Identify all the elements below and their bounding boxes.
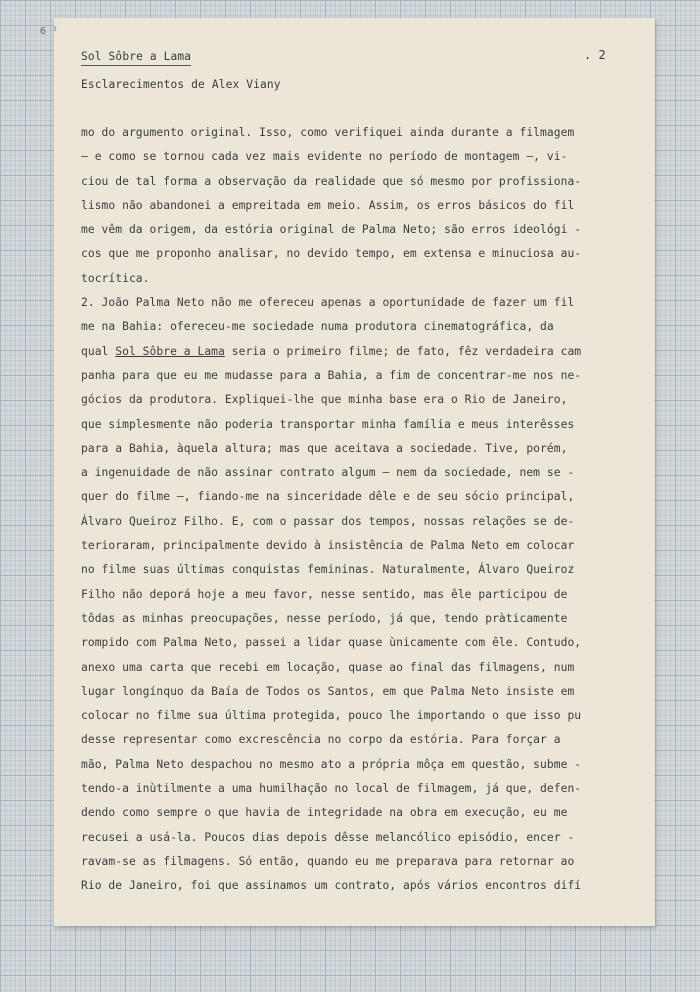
text-segment: — e como se tornou cada vez mais evidente no período de montagem —, vi-: [81, 150, 568, 164]
text-line: [81, 728, 653, 752]
text-line: [81, 558, 653, 582]
text-line: [81, 413, 653, 437]
text-segment: no filme suas últimas conquistas femininas. Naturalmente, Álvaro Queiroz: [81, 563, 575, 577]
text-line: [81, 315, 653, 339]
text-line: [81, 631, 653, 655]
page-corner-mark: 6 ¹: [40, 26, 59, 37]
text-segment: anexo uma carta que recebi em locação, quase ao final das filmagens, num: [81, 660, 575, 674]
text-segment: tocrítica.: [81, 271, 150, 285]
text-line: [81, 388, 653, 412]
text-line: [81, 680, 653, 704]
text-line: [81, 194, 653, 218]
text-line: [81, 170, 653, 194]
page-number: . 2: [584, 48, 606, 62]
text-segment: rompido com Palma Neto, passei a lidar quase ùnicamente com êle. Contudo,: [81, 636, 582, 650]
text-line: [81, 242, 653, 266]
text-line: [81, 826, 653, 850]
text-segment: 2. João Palma Neto não me ofereceu apenas a oportunidade de fazer um fil: [81, 296, 575, 310]
text-line: [81, 801, 653, 825]
text-line: [81, 510, 653, 534]
text-segment: tôdas as minhas preocupações, nesse período, já que, tendo pràticamente: [81, 611, 568, 625]
text-segment: cos que me proponho analisar, no devido tempo, em extensa e minuciosa au-: [81, 247, 582, 261]
text-line: [81, 704, 653, 728]
text-segment: Álvaro Queiroz Filho. E, com o passar dos tempos, nossas relações se de-: [81, 514, 575, 528]
text-line: [81, 121, 653, 145]
text-line: [81, 485, 653, 509]
text-segment: recusei a usá-la. Poucos dias depois dêsse melancólico episódio, encer -: [81, 830, 575, 844]
text-segment: ciou de tal forma a observação da realidade que só mesmo por profissiona-: [81, 174, 582, 188]
text-line: [81, 145, 653, 169]
text-line: [81, 850, 653, 874]
underlined-film-title: Sol Sôbre a Lama: [115, 344, 225, 358]
text-segment: lismo não abandonei a empreitada em meio. Assim, os erros básicos do fil: [81, 198, 575, 212]
text-segment: ravam-se as filmagens. Só então, quando eu me preparava para retornar ao: [81, 854, 575, 868]
text-segment: gócios da produtora. Expliquei-lhe que minha base era o Rio de Janeiro,: [81, 393, 568, 407]
text-segment: a ingenuidade de não assinar contrato algum — nem da sociedade, nem se -: [81, 466, 575, 480]
text-line: [81, 753, 653, 777]
text-line: [81, 437, 653, 461]
text-line: [81, 267, 653, 291]
text-segment: me vêm da origem, da estória original de Palma Neto; são erros ideológi -: [81, 223, 582, 237]
text-segment: mo do argumento original. Isso, como verifiquei ainda durante a filmagem: [81, 126, 575, 139]
typewritten-page: [40, 18, 655, 926]
text-line: [81, 364, 653, 388]
text-line: [81, 656, 653, 680]
text-line: [81, 874, 653, 898]
text-segment: Rio de Janeiro, foi que assinamos um contrato, após vários encontros difí: [81, 879, 582, 893]
text-segment: mão, Palma Neto despachou no mesmo ato a própria môça em questão, subme -: [81, 757, 582, 771]
document-subtitle: Esclarecimentos de Alex Viany: [81, 78, 281, 91]
text-segment: desse representar como excrescência no corpo da estória. Para forçar a: [81, 733, 561, 747]
document-title: Sol Sôbre a Lama: [81, 50, 191, 66]
text-segment: terioraram, principalmente devido à insistência de Palma Neto em colocar: [81, 539, 575, 553]
text-segment: qual: [81, 344, 116, 358]
text-segment: seria o primeiro filme; de fato, fêz verdadeira cam: [224, 344, 582, 358]
text-line: [81, 583, 653, 607]
text-line: [81, 291, 653, 315]
text-segment: colocar no filme sua última protegida, pouco lhe importando o que isso pu: [81, 709, 582, 723]
text-line: [81, 777, 653, 801]
text-line: [81, 461, 653, 485]
text-segment: quer do filme —, fiando-me na sinceridade dêle e de seu sócio principal,: [81, 490, 575, 504]
text-line: [81, 607, 653, 631]
text-segment: Filho não deporá hoje a meu favor, nesse sentido, mas êle participou de: [81, 587, 568, 601]
text-line: [81, 340, 653, 364]
text-segment: que simplesmente não poderia transportar minha família e meus interêsses: [81, 417, 575, 431]
text-segment: tendo-a inùtilmente a uma humilhação no local de filmagem, já que, defen-: [81, 782, 582, 796]
text-segment: para a Bahia, àquela altura; mas que aceitava a sociedade. Tive, porém,: [81, 441, 568, 455]
text-segment: panha para que eu me mudasse para a Bahia, a fim de concentrar-me nos ne-: [81, 368, 582, 382]
text-segment: lugar longínquo da Baía de Todos os Santos, em que Palma Neto insiste em: [81, 684, 575, 698]
text-segment: me na Bahia: ofereceu-me sociedade numa produtora cinematográfica, da: [81, 320, 554, 334]
text-segment: dendo como sempre o que havia de integridade na obra em execução, eu me: [81, 806, 568, 820]
document-body: [81, 121, 653, 899]
text-line: [81, 218, 653, 242]
text-line: [81, 534, 653, 558]
